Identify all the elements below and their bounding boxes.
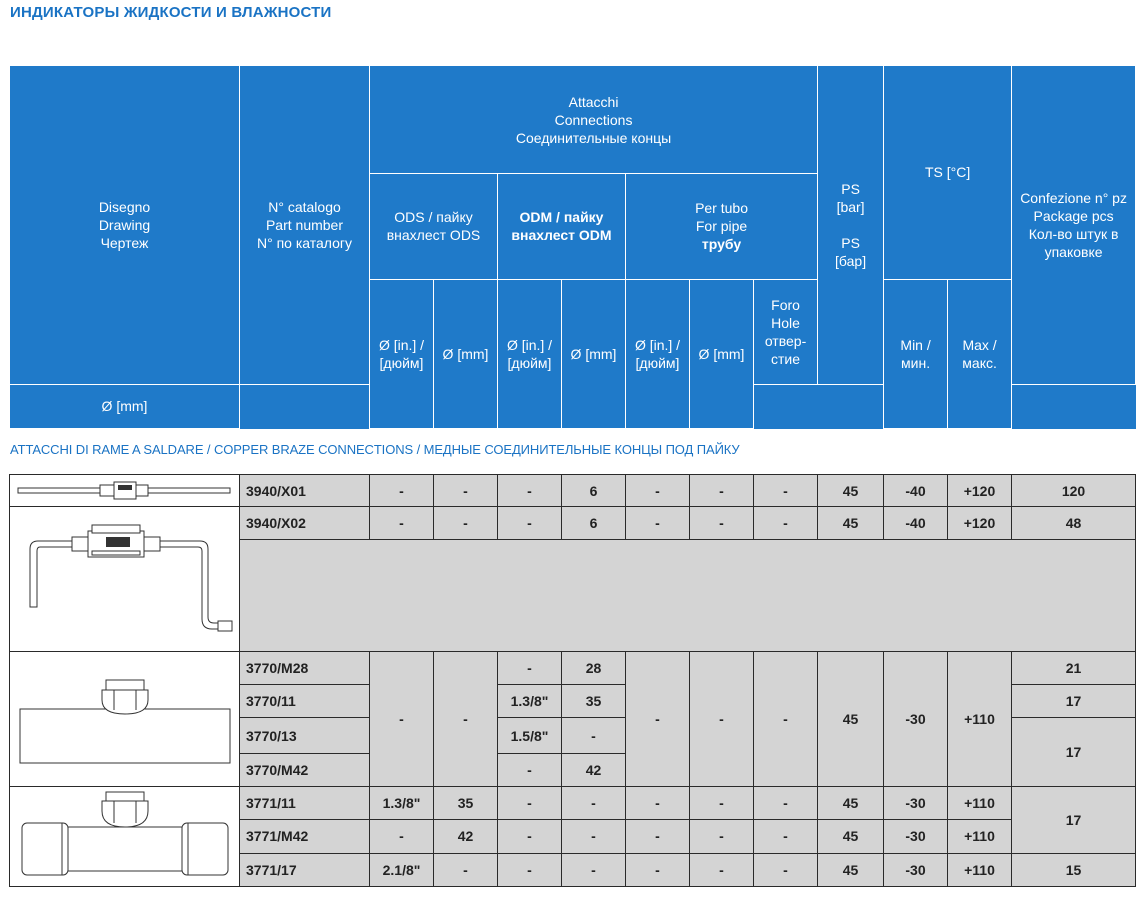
cell-pipe-in: -	[626, 475, 690, 507]
header-package: Confezione n° pz Package pcs Кол-во штук в упаковке	[1012, 66, 1136, 385]
cell-hole: -	[754, 853, 818, 886]
cell-ps: 45	[818, 787, 884, 820]
cell-pipe-in: -	[626, 853, 690, 886]
straight-sight-glass-icon	[10, 475, 240, 507]
cell-ods-in: 1.3/8"	[370, 787, 434, 820]
header-part-number: N° catalogo Part number N° по каталогу	[240, 66, 370, 385]
cell-ps: 45	[818, 652, 884, 787]
cell-odm-in: 1.5/8"	[498, 718, 562, 754]
cell-pipe-mm: -	[690, 787, 754, 820]
cell-pipe-mm: -	[690, 475, 754, 507]
cell-odm-in: -	[498, 754, 562, 787]
cell-ods-in: -	[370, 652, 434, 787]
table-row	[10, 652, 1136, 685]
header-odm: ODM / пайку внахлест ODM	[498, 174, 626, 279]
cell-odm-in: -	[498, 853, 562, 886]
cell-ps: 45	[818, 475, 884, 507]
cell-odm-mm: 28	[562, 652, 626, 685]
cell-ods-mm: -	[434, 853, 498, 886]
header-per-tubo: Per tubo For pipe трубу	[626, 174, 818, 279]
flat-tube-sight-glass-icon	[10, 652, 240, 787]
cell-ods-mm: -	[434, 475, 498, 507]
cell-ods-mm: -	[434, 652, 498, 787]
header-drawing: Disegno Drawing Чертеж	[10, 66, 240, 385]
cell-odm-in: -	[498, 507, 562, 540]
header-ods-inch: Ø [in.] / [дюйм]	[370, 279, 434, 428]
cell-ods-in: -	[370, 507, 434, 540]
part-number: 3771/11	[240, 787, 370, 820]
cell-min: -40	[884, 475, 948, 507]
cell-pipe-in: -	[626, 652, 690, 787]
cell-max: +120	[948, 475, 1012, 507]
cell-min: -30	[884, 853, 948, 886]
table-header	[9, 65, 1136, 429]
cell-package: 120	[1012, 475, 1136, 507]
section-caption: ATTACCHI DI RAME A SALDARE / COPPER BRAZE CONNECTIONS / МЕДНЫЕ СОЕДИНИТЕЛЬНЫЕ КОНЦЫ ПОД ПАЙКУ	[10, 442, 740, 457]
cell-pipe-in: -	[626, 820, 690, 853]
cell-ps: 45	[818, 507, 884, 540]
cell-hole: -	[754, 652, 818, 787]
table-row	[10, 507, 1136, 540]
table-row	[10, 475, 1136, 507]
header-ods: ODS / пайку внахлест ODS	[370, 174, 498, 279]
cell-hole: -	[754, 507, 818, 540]
cell-min: -30	[884, 652, 948, 787]
cell-max: +120	[948, 507, 1012, 540]
cell-package: 17	[1012, 718, 1136, 787]
cell-max: +110	[948, 853, 1012, 886]
part-number: 3771/17	[240, 853, 370, 886]
cell-min: -30	[884, 787, 948, 820]
pipe-sight-glass-icon	[10, 787, 240, 887]
cell-pipe-mm: -	[690, 507, 754, 540]
part-number: 3770/13	[240, 718, 370, 754]
cell-odm-in: -	[498, 820, 562, 853]
empty-row	[240, 540, 1136, 652]
header-connections: Attacchi Connections Соединительные концы	[370, 66, 818, 174]
cell-odm-mm: 6	[562, 507, 626, 540]
bent-pipe-sight-glass-icon	[10, 507, 240, 652]
header-hole: Foro Hole отвер- стие	[754, 279, 818, 384]
cell-ods-in: 2.1/8"	[370, 853, 434, 886]
cell-package: 15	[1012, 853, 1136, 886]
cell-ods-in: -	[370, 820, 434, 853]
cell-ods-mm: -	[434, 507, 498, 540]
header-min: Min / мин.	[884, 279, 948, 428]
header-ods-mm: Ø [mm]	[434, 279, 498, 428]
cell-pipe-in: -	[626, 787, 690, 820]
cell-odm-mm: -	[562, 718, 626, 754]
cell-odm-mm: -	[562, 820, 626, 853]
cell-odm-in: -	[498, 652, 562, 685]
cell-odm-mm: -	[562, 787, 626, 820]
cell-ods-in: -	[370, 475, 434, 507]
cell-package: 17	[1012, 685, 1136, 718]
product-table	[9, 474, 1136, 887]
cell-ods-mm: 35	[434, 787, 498, 820]
cell-ps: 45	[818, 853, 884, 886]
header-ps: PS [bar] PS [бар]	[818, 66, 884, 385]
page-title: ИНДИКАТОРЫ ЖИДКОСТИ И ВЛАЖНОСТИ	[10, 4, 332, 21]
header-hole-mm: Ø [mm]	[10, 384, 240, 428]
cell-max: +110	[948, 820, 1012, 853]
header-ts: TS [°C]	[884, 66, 1012, 280]
header-odm-mm: Ø [mm]	[562, 279, 626, 428]
cell-max: +110	[948, 787, 1012, 820]
cell-package: 48	[1012, 507, 1136, 540]
cell-odm-in: -	[498, 475, 562, 507]
cell-odm-in: -	[498, 787, 562, 820]
part-number: 3940/X01	[240, 475, 370, 507]
cell-package: 17	[1012, 787, 1136, 854]
cell-hole: -	[754, 475, 818, 507]
cell-odm-mm: 6	[562, 475, 626, 507]
header-pipe-inch: Ø [in.] / [дюйм]	[626, 279, 690, 428]
cell-ods-mm: 42	[434, 820, 498, 853]
cell-max: +110	[948, 652, 1012, 787]
cell-hole: -	[754, 787, 818, 820]
header-max: Max / макс.	[948, 279, 1012, 428]
cell-pipe-mm: -	[690, 820, 754, 853]
cell-hole: -	[754, 820, 818, 853]
cell-odm-mm: 35	[562, 685, 626, 718]
cell-ps: 45	[818, 820, 884, 853]
part-number: 3770/M28	[240, 652, 370, 685]
cell-odm-mm: -	[562, 853, 626, 886]
cell-min: -40	[884, 507, 948, 540]
part-number: 3771/M42	[240, 820, 370, 853]
cell-pipe-mm: -	[690, 853, 754, 886]
table-row	[10, 787, 1136, 820]
part-number: 3940/X02	[240, 507, 370, 540]
part-number: 3770/11	[240, 685, 370, 718]
cell-package: 21	[1012, 652, 1136, 685]
cell-min: -30	[884, 820, 948, 853]
cell-odm-in: 1.3/8"	[498, 685, 562, 718]
cell-pipe-in: -	[626, 507, 690, 540]
header-pipe-mm: Ø [mm]	[690, 279, 754, 428]
part-number: 3770/M42	[240, 754, 370, 787]
cell-odm-mm: 42	[562, 754, 626, 787]
cell-pipe-mm: -	[690, 652, 754, 787]
header-odm-inch: Ø [in.] / [дюйм]	[498, 279, 562, 428]
